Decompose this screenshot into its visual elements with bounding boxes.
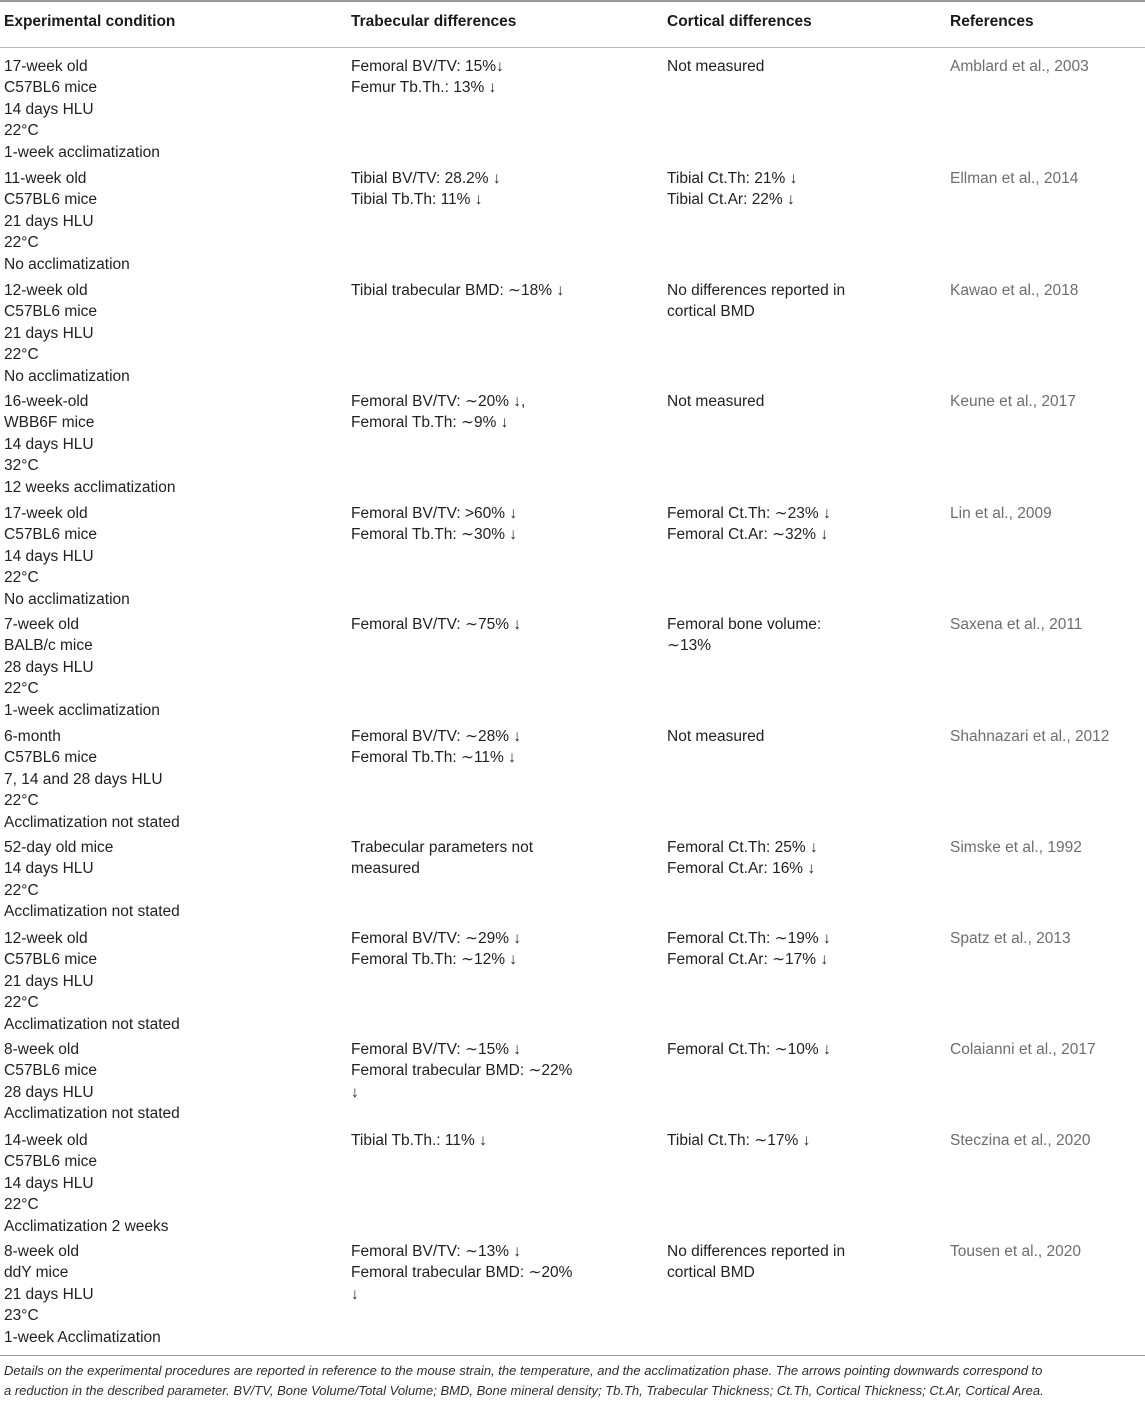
cell-cortical-line: Femoral Ct.Th: ∼10% ↓ bbox=[667, 1041, 831, 1058]
cell-trabecular-line: Femur Tb.Th.: 13% ↓ bbox=[351, 79, 497, 97]
cell-reference bbox=[950, 837, 1082, 858]
cell-trabecular bbox=[351, 56, 504, 99]
cell-condition-line: ddY mice bbox=[4, 1264, 69, 1282]
cell-cortical-line: Femoral Ct.Ar: 16% ↓ bbox=[667, 860, 816, 878]
cell-trabecular bbox=[351, 614, 521, 635]
cell-reference-text: Amblard et al., 2003 bbox=[950, 58, 1089, 75]
table-footnote bbox=[4, 1361, 1142, 1401]
cell-trabecular-line: Femoral BV/TV: ∼20% ↓, bbox=[351, 393, 526, 410]
cell-reference-text: Steczina et al., 2020 bbox=[950, 1132, 1091, 1149]
cell-condition-line: 14 days HLU bbox=[4, 1174, 94, 1192]
cell-condition bbox=[4, 391, 175, 498]
cell-trabecular-line: Femoral BV/TV: >60% ↓ bbox=[351, 505, 518, 522]
cell-cortical bbox=[667, 503, 831, 546]
cell-condition-line: Acclimatization 2 weeks bbox=[4, 1217, 169, 1235]
cell-condition bbox=[4, 1039, 180, 1125]
cell-trabecular-line: Femoral Tb.Th: ∼12% ↓ bbox=[351, 951, 518, 969]
cell-condition-line: 12-week old bbox=[4, 282, 88, 299]
cell-cortical-line: Femoral Ct.Th: ∼19% ↓ bbox=[667, 930, 831, 947]
header-trabecular-differences: Trabecular differences bbox=[351, 13, 517, 30]
cell-reference bbox=[950, 168, 1078, 189]
cell-trabecular bbox=[351, 726, 521, 769]
cell-condition-line: C57BL6 mice bbox=[4, 951, 98, 969]
cell-cortical-line: cortical BMD bbox=[667, 1264, 755, 1282]
cell-reference-text: Shahnazari et al., 2012 bbox=[950, 728, 1110, 745]
cell-condition bbox=[4, 56, 160, 163]
cell-condition-line: 22°C bbox=[4, 994, 39, 1012]
cell-trabecular-line: Femoral trabecular BMD: ∼22% bbox=[351, 1062, 573, 1080]
table-header-row bbox=[0, 0, 1145, 48]
cell-cortical-line: Tibial Ct.Th: ∼17% ↓ bbox=[667, 1132, 811, 1149]
cell-condition-line: 28 days HLU bbox=[4, 1083, 94, 1101]
cell-condition-line: C57BL6 mice bbox=[4, 526, 98, 544]
cell-condition-line: 7-week old bbox=[4, 616, 79, 633]
cell-cortical-line: Femoral Ct.Th: 25% ↓ bbox=[667, 839, 818, 856]
cell-condition-line: 23°C bbox=[4, 1307, 39, 1325]
cell-trabecular bbox=[351, 280, 564, 301]
cell-trabecular-line: Femoral BV/TV: 15%↓ bbox=[351, 58, 504, 75]
cell-trabecular-line: Femoral BV/TV: ∼28% ↓ bbox=[351, 728, 522, 745]
cell-condition-line: 1-week Acclimatization bbox=[4, 1328, 161, 1346]
header-cortical-differences: Cortical differences bbox=[667, 13, 812, 30]
cell-condition-line: 16-week-old bbox=[4, 393, 89, 410]
cell-condition-line: 1-week acclimatization bbox=[4, 143, 160, 161]
cell-trabecular-line: Femoral Tb.Th: ∼11% ↓ bbox=[351, 749, 516, 767]
cell-trabecular-line: measured bbox=[351, 860, 420, 878]
cell-cortical-line: Femoral Ct.Th: ∼23% ↓ bbox=[667, 505, 831, 522]
cell-trabecular-line: Tibial Tb.Th: 11% ↓ bbox=[351, 191, 483, 209]
cell-condition-line: No acclimatization bbox=[4, 367, 130, 385]
cell-reference bbox=[950, 503, 1052, 524]
cell-cortical bbox=[667, 391, 764, 412]
cell-condition-line: 22°C bbox=[4, 346, 39, 364]
cell-cortical bbox=[667, 1039, 831, 1060]
cell-trabecular bbox=[351, 837, 533, 880]
cell-cortical bbox=[667, 928, 831, 971]
cell-cortical-line: cortical BMD bbox=[667, 303, 755, 321]
cell-condition-line: 22°C bbox=[4, 680, 39, 698]
cell-trabecular-line: Tibial BV/TV: 28.2% ↓ bbox=[351, 170, 501, 187]
cell-cortical-line: Not measured bbox=[667, 58, 765, 75]
cell-cortical bbox=[667, 56, 764, 77]
cell-reference-text: Saxena et al., 2011 bbox=[950, 616, 1083, 633]
cell-cortical bbox=[667, 614, 821, 657]
cell-trabecular-line: Femoral BV/TV: ∼15% ↓ bbox=[351, 1041, 522, 1058]
cell-cortical-line: Femoral bone volume: bbox=[667, 616, 822, 633]
footnote-line: a reduction in the described parameter. BV/TV, Bone Volume/Total Volume; BMD, Bone mineral density; Tb.Th, Trabecular Thickness; Ct.Th, Cortical Thickness; Ct.Ar, Cortical Area. bbox=[4, 1383, 1044, 1398]
cell-trabecular-line: ↓ bbox=[351, 1083, 359, 1101]
cell-trabecular-line: Femoral trabecular BMD: ∼20% bbox=[351, 1264, 573, 1282]
cell-cortical bbox=[667, 1130, 810, 1151]
cell-trabecular-line: Femoral BV/TV: ∼13% ↓ bbox=[351, 1243, 522, 1260]
cell-trabecular-line: Tibial Tb.Th.: 11% ↓ bbox=[351, 1132, 487, 1149]
cell-condition bbox=[4, 928, 180, 1035]
cell-condition bbox=[4, 503, 130, 610]
cell-cortical-line: Tibial Ct.Th: 21% ↓ bbox=[667, 170, 798, 187]
cell-cortical-line: Femoral Ct.Ar: ∼32% ↓ bbox=[667, 526, 829, 544]
footnote-line: Details on the experimental procedures are reported in reference to the mouse strain, the temperature, and the acclimatization phase. The arrows pointing downwards correspond to bbox=[4, 1363, 1043, 1378]
cell-trabecular bbox=[351, 168, 501, 211]
cell-condition-line: C57BL6 mice bbox=[4, 79, 98, 97]
cell-condition-line: 22°C bbox=[4, 569, 39, 587]
cell-condition bbox=[4, 726, 180, 833]
cell-cortical bbox=[667, 280, 845, 323]
cell-condition-line: C57BL6 mice bbox=[4, 191, 98, 209]
cell-condition-line: C57BL6 mice bbox=[4, 749, 98, 767]
cell-reference-text: Lin et al., 2009 bbox=[950, 505, 1052, 522]
cell-cortical-line: No differences reported in bbox=[667, 282, 846, 299]
cell-reference bbox=[950, 1130, 1090, 1151]
cell-condition-line: 17-week old bbox=[4, 505, 88, 522]
cell-condition-line: Acclimatization not stated bbox=[4, 903, 180, 921]
cell-trabecular-line: Tibial trabecular BMD: ∼18% ↓ bbox=[351, 282, 565, 299]
cell-condition-line: 12-week old bbox=[4, 930, 88, 947]
cell-trabecular-line: Femoral BV/TV: ∼29% ↓ bbox=[351, 930, 522, 947]
cell-condition-line: C57BL6 mice bbox=[4, 1153, 98, 1171]
cell-condition-line: 8-week old bbox=[4, 1041, 79, 1058]
cell-reference bbox=[950, 56, 1089, 77]
cell-reference bbox=[950, 1039, 1096, 1060]
cell-reference bbox=[950, 726, 1109, 747]
cell-condition-line: 22°C bbox=[4, 792, 39, 810]
cell-trabecular-line: Femoral Tb.Th: ∼30% ↓ bbox=[351, 526, 518, 544]
cell-trabecular bbox=[351, 1130, 487, 1151]
cell-cortical-line: Tibial Ct.Ar: 22% ↓ bbox=[667, 191, 795, 209]
cell-condition-line: 22°C bbox=[4, 122, 39, 140]
cell-condition-line: 14 days HLU bbox=[4, 435, 94, 453]
cell-condition-line: 1-week acclimatization bbox=[4, 701, 160, 719]
cell-reference-text: Keune et al., 2017 bbox=[950, 393, 1076, 410]
table-bottom-rule bbox=[0, 1355, 1145, 1356]
cell-reference-text: Colaianni et al., 2017 bbox=[950, 1041, 1096, 1058]
cell-condition-line: 12 weeks acclimatization bbox=[4, 478, 176, 496]
cell-condition-line: WBB6F mice bbox=[4, 414, 95, 432]
cell-reference-text: Kawao et al., 2018 bbox=[950, 282, 1079, 299]
cell-trabecular bbox=[351, 1039, 572, 1103]
cell-cortical bbox=[667, 837, 818, 880]
cell-condition-line: No acclimatization bbox=[4, 255, 130, 273]
cell-condition-line: Acclimatization not stated bbox=[4, 1015, 180, 1033]
cell-condition-line: No acclimatization bbox=[4, 590, 130, 608]
cell-condition-line: BALB/c mice bbox=[4, 637, 93, 655]
cell-trabecular bbox=[351, 391, 525, 434]
cell-condition bbox=[4, 1241, 161, 1348]
cell-reference bbox=[950, 928, 1071, 949]
cell-condition-line: 21 days HLU bbox=[4, 212, 94, 230]
cell-condition-line: 14 days HLU bbox=[4, 860, 94, 878]
cell-condition bbox=[4, 168, 130, 275]
cell-reference bbox=[950, 280, 1078, 301]
cell-condition-line: 6-month bbox=[4, 728, 61, 745]
cell-condition-line: Acclimatization not stated bbox=[4, 1105, 180, 1123]
cell-condition-line: 21 days HLU bbox=[4, 972, 94, 990]
cell-condition bbox=[4, 1130, 169, 1237]
cell-condition bbox=[4, 280, 130, 387]
cell-trabecular bbox=[351, 503, 517, 546]
cell-reference-text: Simske et al., 1992 bbox=[950, 839, 1082, 856]
cell-condition bbox=[4, 837, 180, 923]
cell-reference bbox=[950, 391, 1076, 412]
cell-reference-text: Spatz et al., 2013 bbox=[950, 930, 1071, 947]
cell-condition-line: 32°C bbox=[4, 457, 39, 475]
header-experimental-condition: Experimental condition bbox=[4, 13, 176, 30]
cell-condition-line: 7, 14 and 28 days HLU bbox=[4, 770, 163, 788]
cell-condition-line: 11-week old bbox=[4, 170, 87, 187]
cell-reference bbox=[950, 1241, 1081, 1262]
cell-condition-line: 28 days HLU bbox=[4, 658, 94, 676]
cell-condition-line: 22°C bbox=[4, 881, 39, 899]
cell-condition-line: 14 days HLU bbox=[4, 100, 94, 118]
cell-condition-line: 8-week old bbox=[4, 1243, 79, 1260]
cell-reference bbox=[950, 614, 1082, 635]
cell-condition-line: 14 days HLU bbox=[4, 547, 94, 565]
cell-cortical bbox=[667, 168, 797, 211]
cell-reference-text: Ellman et al., 2014 bbox=[950, 170, 1079, 187]
cell-condition-line: 21 days HLU bbox=[4, 324, 94, 342]
cell-cortical bbox=[667, 1241, 845, 1284]
cell-cortical bbox=[667, 726, 764, 747]
cell-trabecular bbox=[351, 928, 521, 971]
cell-trabecular-line: ↓ bbox=[351, 1285, 359, 1303]
cell-trabecular-line: Femoral BV/TV: ∼75% ↓ bbox=[351, 616, 522, 633]
cell-trabecular bbox=[351, 1241, 572, 1305]
cell-trabecular-line: Trabecular parameters not bbox=[351, 839, 534, 856]
cell-cortical-line: ∼13% bbox=[667, 637, 712, 655]
cell-condition-line: 52-day old mice bbox=[4, 839, 114, 856]
cell-condition-line: C57BL6 mice bbox=[4, 1062, 98, 1080]
cell-condition-line: 14-week old bbox=[4, 1132, 88, 1149]
cell-condition-line: Acclimatization not stated bbox=[4, 813, 180, 831]
cell-condition-line: 17-week old bbox=[4, 58, 88, 75]
cell-reference-text: Tousen et al., 2020 bbox=[950, 1243, 1081, 1260]
cell-condition bbox=[4, 614, 160, 721]
header-references: References bbox=[950, 13, 1034, 30]
cell-trabecular-line: Femoral Tb.Th: ∼9% ↓ bbox=[351, 414, 509, 432]
cell-condition-line: 22°C bbox=[4, 1196, 39, 1214]
cell-cortical-line: Femoral Ct.Ar: ∼17% ↓ bbox=[667, 951, 829, 969]
cell-condition-line: 21 days HLU bbox=[4, 1285, 94, 1303]
cell-cortical-line: No differences reported in bbox=[667, 1243, 846, 1260]
cell-condition-line: 22°C bbox=[4, 234, 39, 252]
cell-cortical-line: Not measured bbox=[667, 393, 765, 410]
cell-condition-line: C57BL6 mice bbox=[4, 303, 98, 321]
cell-cortical-line: Not measured bbox=[667, 728, 765, 745]
